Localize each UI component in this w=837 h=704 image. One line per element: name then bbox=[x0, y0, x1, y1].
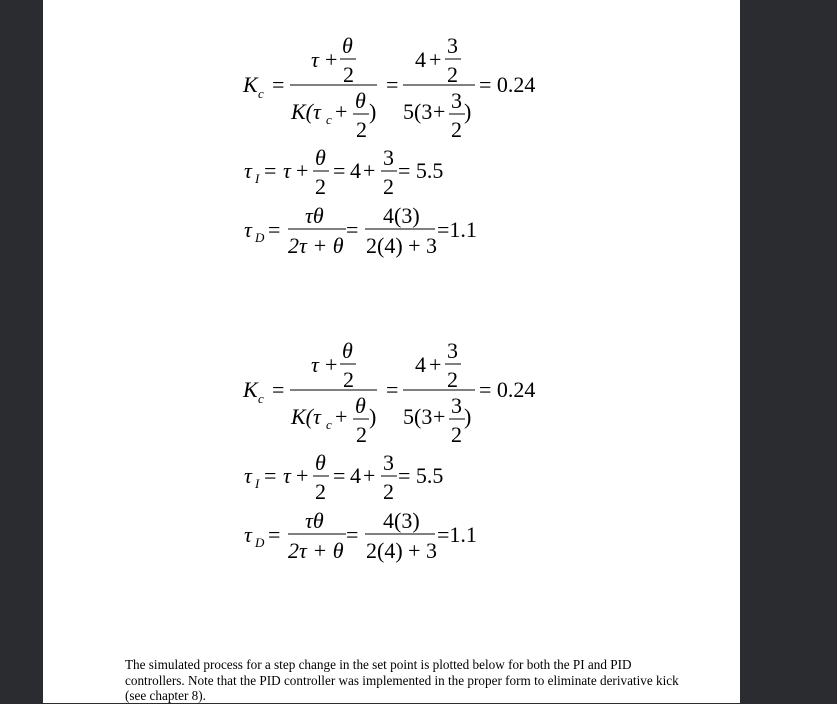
ti-result: = 5.5 bbox=[398, 463, 444, 488]
td-eq2: = bbox=[346, 217, 359, 242]
ti-lhs-sub: I bbox=[255, 476, 260, 491]
ti-plus2: + bbox=[363, 463, 376, 488]
ti-plus: + bbox=[296, 463, 309, 488]
kc-n1-tau: τ bbox=[311, 352, 319, 377]
td-eq: = bbox=[268, 522, 281, 547]
kc-d1-num: θ bbox=[355, 88, 366, 113]
ti-equation bbox=[244, 145, 443, 199]
kc-n2-den: 2 bbox=[447, 367, 458, 392]
kc-lhs-sub: c bbox=[258, 391, 264, 406]
td-den1: 2τ + θ bbox=[288, 538, 344, 563]
ti-den2: 2 bbox=[383, 174, 394, 199]
kc-n1-den: 2 bbox=[343, 367, 354, 392]
equation-block-1 bbox=[43, 0, 740, 260]
ti-four: 4 bbox=[350, 463, 361, 488]
kc-d1-sub: c bbox=[326, 417, 332, 432]
document-page bbox=[43, 0, 740, 703]
td-den2: 2(4) + 3 bbox=[366, 538, 438, 563]
ti-lhs: τ bbox=[244, 158, 252, 183]
kc-d1-pre: K(τ bbox=[291, 99, 321, 124]
td-num2: 4(3) bbox=[383, 508, 420, 533]
kc-result: = 0.24 bbox=[479, 377, 536, 402]
kc-result: = 0.24 bbox=[479, 72, 536, 97]
td-eq: = bbox=[268, 217, 281, 242]
kc-d2-num: 3 bbox=[451, 393, 462, 418]
kc-eq2: = bbox=[386, 72, 399, 97]
kc-n2-pre: 4 bbox=[415, 352, 426, 377]
kc-d1-num: θ bbox=[355, 393, 366, 418]
kc-n2-plus: + bbox=[429, 352, 442, 377]
kc-d2-close: ) bbox=[464, 99, 472, 124]
kc-d2-close: ) bbox=[464, 404, 472, 429]
kc-d2-den: 2 bbox=[451, 117, 462, 142]
ti-result: = 5.5 bbox=[398, 158, 444, 183]
ti-lhs: τ bbox=[244, 463, 252, 488]
kc-equation bbox=[242, 338, 535, 447]
ti-eq: = bbox=[264, 158, 277, 183]
kc-n1-num: θ bbox=[342, 338, 353, 363]
kc-lhs: K bbox=[243, 377, 258, 402]
kc-d2-pre: 5(3 bbox=[403, 99, 433, 124]
ti-tau: τ bbox=[283, 158, 291, 183]
ti-four: 4 bbox=[350, 158, 361, 183]
kc-n2-num: 3 bbox=[447, 338, 458, 363]
kc-d2-num: 3 bbox=[451, 88, 462, 113]
td-result: =1.1 bbox=[437, 522, 477, 547]
td-lhs: τ bbox=[244, 217, 252, 242]
kc-d1-plus: + bbox=[335, 404, 348, 429]
ti-den1: 2 bbox=[315, 479, 326, 504]
ti-num2: 3 bbox=[383, 145, 394, 170]
ti-tau: τ bbox=[283, 463, 291, 488]
ti-lhs-sub: I bbox=[255, 171, 260, 186]
kc-d1-plus: + bbox=[335, 99, 348, 124]
td-lhs-sub: D bbox=[255, 535, 265, 550]
kc-n1-tau: τ bbox=[311, 47, 319, 72]
kc-d2-pre: 5(3 bbox=[403, 404, 433, 429]
kc-eq2: = bbox=[386, 377, 399, 402]
kc-lhs: K bbox=[243, 72, 258, 97]
kc-n2-num: 3 bbox=[447, 33, 458, 58]
kc-d1-sub: c bbox=[326, 112, 332, 127]
kc-d1-close: ) bbox=[369, 99, 377, 124]
td-eq2: = bbox=[346, 522, 359, 547]
ti-plus: + bbox=[296, 158, 309, 183]
ti-plus2: + bbox=[363, 158, 376, 183]
kc-n1-den: 2 bbox=[343, 62, 354, 87]
ti-num1: θ bbox=[315, 145, 326, 170]
kc-d2-plus: + bbox=[433, 99, 446, 124]
kc-d1-close: ) bbox=[369, 404, 377, 429]
td-result: =1.1 bbox=[437, 217, 477, 242]
kc-d1-den: 2 bbox=[356, 117, 367, 142]
kc-equation bbox=[242, 33, 535, 142]
ti-eq: = bbox=[264, 463, 277, 488]
body-paragraph: The simulated process for a step change in the set point is plotted below for both the PI and PID controllers. Note that the PID controller was implemented in the proper form to eliminate derivative kick (see chapter 8). bbox=[125, 657, 679, 703]
td-num1: τθ bbox=[305, 508, 324, 533]
td-den2: 2(4) + 3 bbox=[366, 233, 438, 258]
kc-n2-plus: + bbox=[429, 47, 442, 72]
equation-block-2 bbox=[43, 305, 740, 565]
ti-equation bbox=[244, 450, 443, 504]
ti-den1: 2 bbox=[315, 174, 326, 199]
ti-num2: 3 bbox=[383, 450, 394, 475]
ti-den2: 2 bbox=[383, 479, 394, 504]
kc-eq: = bbox=[272, 72, 285, 97]
td-lhs-sub: D bbox=[255, 230, 265, 245]
kc-lhs-sub: c bbox=[258, 86, 264, 101]
kc-d1-pre: K(τ bbox=[291, 404, 321, 429]
kc-n1-plus: + bbox=[325, 352, 338, 377]
ti-eq2: = bbox=[333, 463, 346, 488]
td-den1: 2τ + θ bbox=[288, 233, 344, 258]
td-num1: τθ bbox=[305, 203, 324, 228]
ti-num1: θ bbox=[315, 450, 326, 475]
kc-d2-plus: + bbox=[433, 404, 446, 429]
kc-n1-num: θ bbox=[342, 33, 353, 58]
kc-d1-den: 2 bbox=[356, 422, 367, 447]
kc-n2-den: 2 bbox=[447, 62, 458, 87]
td-num2: 4(3) bbox=[383, 203, 420, 228]
kc-d2-den: 2 bbox=[451, 422, 462, 447]
td-equation bbox=[244, 508, 477, 563]
kc-n1-plus: + bbox=[325, 47, 338, 72]
td-equation bbox=[244, 203, 477, 258]
kc-n2-pre: 4 bbox=[415, 47, 426, 72]
kc-eq: = bbox=[272, 377, 285, 402]
td-lhs: τ bbox=[244, 522, 252, 547]
ti-eq2: = bbox=[333, 158, 346, 183]
